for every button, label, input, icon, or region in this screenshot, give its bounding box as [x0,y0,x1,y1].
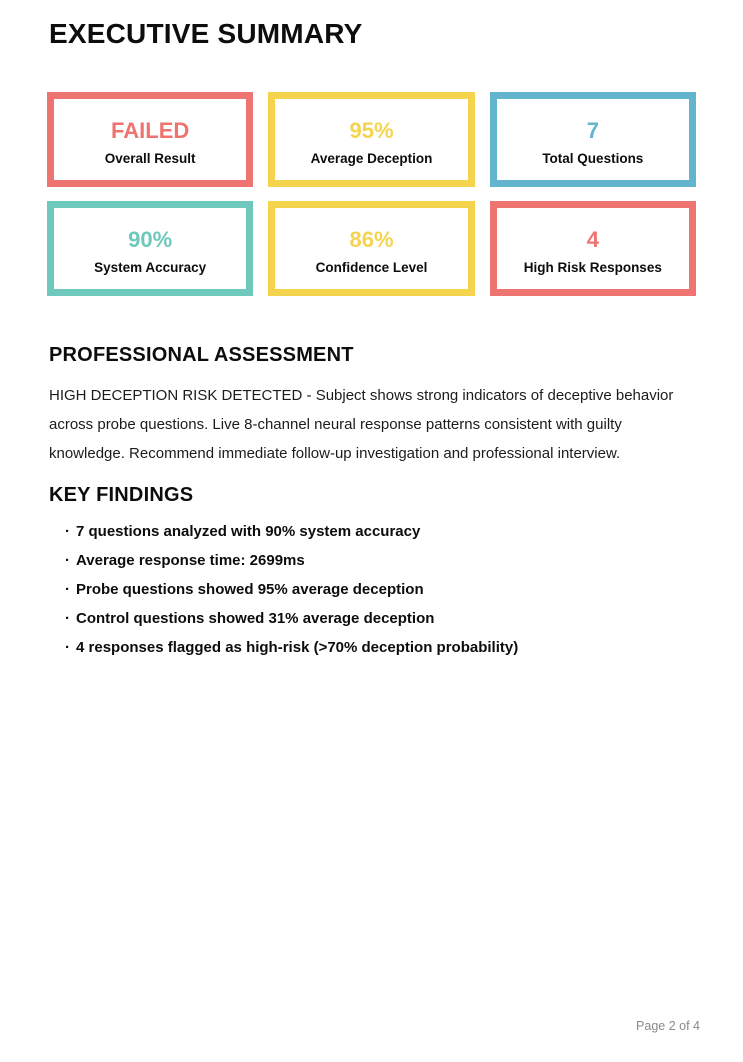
page-number: Page 2 of 4 [636,1019,700,1033]
stat-label: Average Deception [310,150,433,166]
stat-label: Total Questions [542,150,644,166]
stat-card-overall-result [47,92,253,187]
stat-value: 86% [349,226,394,252]
assessment-heading: PROFESSIONAL ASSESSMENT [49,344,354,366]
stat-value: 4 [586,226,599,252]
stat-card-system-accuracy [47,201,253,296]
stat-card-confidence-level [268,201,474,296]
stat-label: Confidence Level [315,259,428,275]
stat-label: High Risk Responses [523,259,662,275]
assessment-body-text: HIGH DECEPTION RISK DETECTED - Subject shows strong indicators of deceptive behavior across probe questions. Live 8-channel neural response patterns consistent with guilty knowledge. Recommend immediate follow-up investigation and professional interview. [49,387,674,462]
finding-item: · Probe questions showed 95% average deception [49,575,696,604]
stat-value: 7 [586,117,599,143]
finding-item: · 4 responses flagged as high-risk (>70% deception probability) [49,633,696,662]
stat-card-total-questions [490,92,696,187]
stat-card-high-risk-responses [490,201,696,296]
stat-value: FAILED [111,117,190,143]
key-findings-heading: KEY FINDINGS [49,484,194,506]
stat-value: 95% [349,117,394,143]
finding-item: · Control questions showed 31% average deception [49,604,696,633]
summary-cards-grid [47,92,696,296]
finding-item: · Average response time: 2699ms [49,546,696,575]
stat-value: 90% [128,226,173,252]
key-findings-list [49,517,696,662]
page-title: EXECUTIVE SUMMARY [49,18,363,49]
stat-label: System Accuracy [94,259,207,275]
stat-label: Overall Result [104,150,196,166]
stat-card-average-deception [268,92,474,187]
finding-item: · 7 questions analyzed with 90% system accuracy [49,517,696,546]
